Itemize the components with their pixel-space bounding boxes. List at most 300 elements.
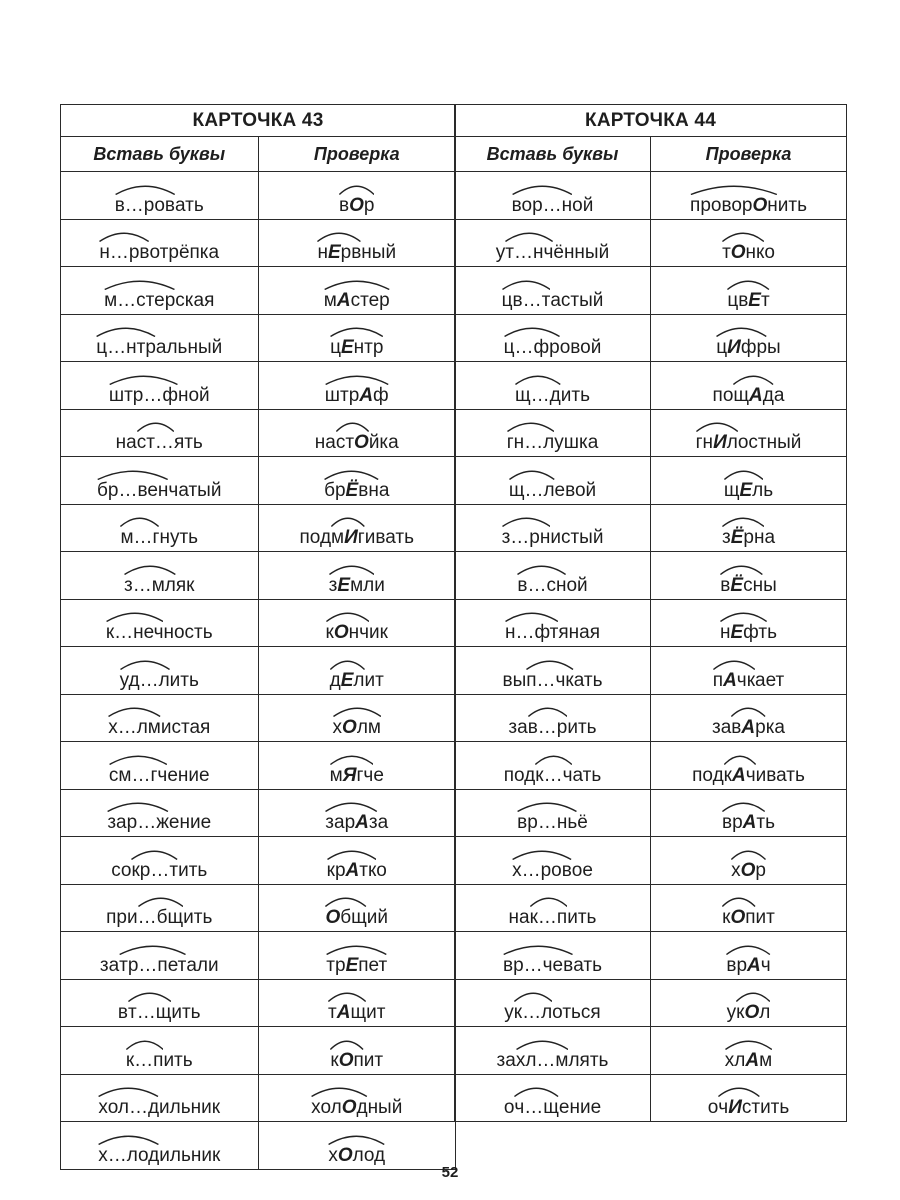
root-arc-mark	[514, 992, 552, 1002]
stressed-vowel: О	[744, 1002, 760, 1023]
check-root-start: т	[328, 1002, 337, 1023]
check-cell	[651, 742, 847, 790]
check-cell	[258, 837, 456, 885]
check-suffix: а	[764, 527, 776, 548]
task-word	[503, 956, 602, 975]
page-number: 52	[441, 1164, 459, 1181]
check-prefix: на	[314, 432, 336, 453]
check-root	[336, 433, 369, 452]
task-root	[119, 956, 186, 975]
table-row	[455, 599, 847, 647]
check-root-end: бщ	[340, 907, 367, 928]
check-root-start: щ	[723, 479, 740, 501]
table-row	[61, 409, 456, 457]
task-root	[509, 481, 555, 500]
check-root-end: фт	[743, 622, 768, 643]
task-root	[505, 243, 553, 262]
root-arc-mark	[727, 280, 769, 290]
stressed-vowel: О	[341, 1097, 357, 1118]
task-suffix: ить	[163, 1049, 193, 1071]
root-arc-mark	[733, 375, 773, 385]
task-suffix: евой	[554, 479, 597, 501]
task-root-text: щ…д	[515, 384, 561, 406]
root-arc-mark	[722, 897, 755, 907]
task-root	[528, 718, 568, 737]
task-word	[106, 908, 212, 927]
task-root-text: к…п	[529, 907, 568, 928]
check-root-end: п	[353, 1049, 364, 1071]
check-cell	[651, 504, 847, 552]
check-root	[331, 528, 365, 547]
stressed-vowel: А	[749, 384, 763, 406]
stressed-vowel: Е	[345, 954, 359, 976]
check-root-start: п	[712, 669, 724, 691]
check-cell	[651, 362, 847, 410]
task-root-text: в…р	[527, 717, 568, 738]
check-suffix: ит	[755, 907, 775, 928]
check-cell	[258, 599, 456, 647]
root-arc-mark	[339, 185, 374, 195]
task-prefix: на	[508, 907, 530, 928]
table-row	[61, 267, 456, 315]
root-arc-mark	[517, 565, 566, 575]
task-prefix: под	[503, 764, 536, 786]
check-cell	[258, 409, 456, 457]
table-row	[455, 1027, 847, 1075]
root-arc-mark	[512, 850, 572, 860]
task-word	[515, 386, 590, 405]
task-word	[504, 338, 602, 357]
check-suffix: ка	[765, 717, 785, 738]
check-suffix: ы	[767, 337, 781, 358]
check-suffix: ивать	[364, 527, 414, 548]
table-row	[455, 552, 847, 600]
card-43-rows	[61, 172, 456, 1170]
task-suffix: ская	[175, 289, 215, 311]
check-cell	[258, 789, 456, 837]
root-arc-mark	[516, 1040, 569, 1050]
task-suffix: овой	[559, 337, 602, 358]
check-root	[328, 1146, 385, 1165]
check-cell	[651, 267, 847, 315]
check-root-end: гч	[356, 764, 374, 786]
table-row	[61, 1027, 456, 1075]
check-cell	[651, 979, 847, 1027]
table-row	[61, 979, 456, 1027]
stressed-vowel: О	[752, 194, 768, 216]
check-cell	[651, 837, 847, 885]
task-root-text: ст…	[136, 432, 174, 453]
check-root	[724, 481, 763, 500]
root-arc-mark	[329, 565, 375, 575]
root-arc-mark	[716, 327, 767, 337]
insert-letters-cell	[455, 789, 651, 837]
insert-letters-cell	[61, 599, 259, 647]
root-arc-mark	[109, 755, 167, 765]
task-root-text: ц…нтр	[96, 337, 156, 358]
task-word	[109, 386, 210, 405]
check-word	[324, 291, 390, 310]
root-arc-mark	[330, 1040, 363, 1050]
task-root	[120, 528, 159, 547]
table-row	[455, 1074, 847, 1122]
check-word	[328, 1003, 385, 1022]
task-root	[137, 433, 174, 452]
task-root	[514, 1003, 552, 1022]
task-root	[514, 1098, 559, 1117]
check-root-end: лод	[352, 1144, 386, 1166]
check-root-end: ч	[745, 764, 756, 786]
table-row	[455, 694, 847, 742]
root-arc-mark	[328, 992, 366, 1002]
stressed-vowel: А	[741, 717, 756, 738]
stressed-vowel: Е	[340, 669, 354, 691]
root-arc-mark	[311, 1087, 367, 1097]
task-root	[517, 813, 577, 832]
check-root	[713, 671, 755, 690]
task-word	[124, 576, 194, 595]
stressed-vowel: Е	[730, 622, 744, 643]
root-arc-mark	[720, 565, 763, 575]
check-word	[696, 433, 802, 452]
check-suffix: ает	[755, 669, 785, 691]
check-root-end: р	[755, 859, 766, 881]
check-word	[731, 861, 766, 880]
insert-letters-header: Вставь буквы	[61, 137, 259, 172]
check-word	[339, 196, 374, 215]
task-suffix: ение	[167, 764, 210, 786]
task-root-text: гн…л	[506, 432, 555, 453]
table-row	[61, 219, 456, 267]
check-word	[722, 813, 775, 832]
root-arc-mark	[120, 660, 170, 670]
root-arc-mark	[517, 802, 577, 812]
stressed-vowel: О	[338, 1049, 354, 1071]
check-root	[317, 243, 361, 262]
task-root	[502, 528, 551, 547]
root-arc-mark	[724, 755, 756, 765]
check-suffix: ы	[763, 574, 777, 596]
check-root	[736, 1003, 770, 1022]
check-root	[720, 576, 763, 595]
task-suffix: ять	[173, 432, 203, 453]
task-word	[504, 1098, 601, 1117]
check-root	[727, 291, 769, 310]
task-root-text: штр…ф	[108, 384, 178, 406]
check-root-start: зар	[325, 812, 356, 833]
task-root-text: к…неч	[105, 622, 164, 643]
check-root-start: з	[328, 574, 338, 596]
check-cell	[651, 1027, 847, 1075]
task-suffix: ильник	[159, 1097, 221, 1118]
root-arc-mark	[514, 1087, 559, 1097]
root-arc-mark	[108, 707, 161, 717]
check-word	[330, 338, 383, 357]
task-root-text: бр…вен	[97, 479, 169, 501]
check-root	[330, 338, 383, 357]
card-44-table	[454, 104, 847, 1122]
root-arc-mark	[731, 707, 765, 717]
task-root	[107, 813, 169, 832]
check-root-start: кр	[326, 859, 346, 881]
insert-letters-cell	[61, 409, 259, 457]
check-root-start: щ	[733, 384, 750, 406]
insert-letters-cell	[61, 1122, 259, 1170]
insert-letters-cell	[455, 219, 651, 267]
check-cell	[258, 552, 456, 600]
task-word	[96, 338, 222, 357]
task-root-text: т…нч	[505, 242, 554, 263]
check-root	[326, 956, 387, 975]
check-header: Проверка	[651, 137, 847, 172]
check-root-end: н	[767, 194, 778, 216]
stressed-vowel: А	[742, 812, 757, 833]
task-root-text: т…щ	[128, 1002, 172, 1023]
task-prefix: на	[115, 432, 137, 453]
root-arc-mark	[115, 185, 175, 195]
stressed-vowel: И	[727, 337, 741, 358]
insert-letters-cell	[61, 457, 259, 505]
root-arc-mark	[325, 897, 366, 907]
check-root-end: сн	[743, 574, 764, 596]
check-root	[720, 623, 767, 642]
insert-letters-cell	[61, 219, 259, 267]
check-cell	[258, 172, 456, 220]
task-prefix: вы	[502, 669, 527, 691]
check-root-start: вр	[726, 954, 748, 976]
check-root-start: вр	[721, 812, 743, 833]
root-arc-mark	[725, 1040, 772, 1050]
stressed-vowel: Е	[739, 479, 753, 501]
task-suffix: астый	[550, 289, 604, 311]
check-root-start: в	[731, 717, 742, 738]
check-root-start: хл	[724, 1049, 746, 1071]
check-word	[722, 528, 775, 547]
check-word	[317, 243, 396, 262]
check-cell	[651, 314, 847, 362]
root-arc-mark	[726, 945, 770, 955]
check-suffix: ит	[364, 669, 384, 691]
check-root	[325, 386, 389, 405]
stressed-vowel: А	[359, 384, 374, 406]
insert-letters-cell	[455, 552, 651, 600]
check-root-end: т	[756, 812, 766, 833]
check-suffix: ь	[763, 479, 774, 501]
check-suffix: а	[378, 479, 390, 501]
task-word	[98, 1146, 220, 1165]
check-root-start: гн	[695, 432, 714, 453]
task-suffix: ить	[171, 1002, 201, 1023]
task-root	[530, 908, 568, 927]
root-arc-mark	[722, 802, 765, 812]
task-word	[504, 1003, 600, 1022]
root-arc-mark	[99, 232, 149, 242]
check-root-start: н	[317, 242, 328, 263]
check-root	[325, 813, 377, 832]
task-root-text: зар…ж	[107, 812, 169, 833]
task-root	[128, 1003, 171, 1022]
check-root-end: щ	[350, 1002, 367, 1023]
check-cell	[651, 647, 847, 695]
root-arc-mark	[507, 422, 555, 432]
check-word	[722, 243, 775, 262]
task-suffix: ить	[567, 717, 597, 738]
check-word	[726, 956, 770, 975]
check-suffix: а	[773, 384, 785, 406]
root-arc-mark	[131, 850, 178, 860]
root-arc-mark	[502, 280, 551, 290]
table-row	[455, 789, 847, 837]
check-cell	[651, 789, 847, 837]
root-arc-mark	[124, 565, 176, 575]
task-root	[108, 718, 161, 737]
check-root-end: нтр	[353, 337, 384, 358]
root-arc-mark	[128, 992, 171, 1002]
check-root-start: х	[731, 859, 741, 881]
root-arc-mark	[138, 897, 184, 907]
check-root-end: д	[356, 1097, 368, 1118]
check-root	[327, 861, 377, 880]
task-suffix: ушка	[554, 432, 599, 453]
check-root-start: х	[328, 1144, 338, 1166]
task-word	[108, 718, 210, 737]
root-arc-mark	[713, 660, 755, 670]
root-arc-mark	[509, 470, 555, 480]
check-root-start: м	[323, 289, 337, 311]
check-root-start: ч	[718, 1097, 729, 1118]
root-arc-mark	[330, 755, 374, 765]
task-suffix: ность	[163, 622, 213, 643]
check-root-end: р	[755, 717, 766, 738]
task-root	[109, 386, 178, 405]
check-cell	[258, 362, 456, 410]
task-suffix: али	[186, 954, 219, 976]
table-row	[61, 552, 456, 600]
task-root	[512, 861, 572, 880]
check-word	[326, 956, 387, 975]
check-root	[690, 196, 778, 215]
table-row	[455, 314, 847, 362]
root-arc-mark	[317, 232, 361, 242]
task-suffix: ение	[558, 1097, 602, 1118]
insert-letters-cell	[455, 599, 651, 647]
task-suffix: ать	[175, 194, 204, 216]
task-root-text: кр…т	[131, 859, 179, 881]
insert-letters-cell	[455, 267, 651, 315]
root-arc-mark	[98, 1087, 159, 1097]
check-root-start: м	[329, 764, 343, 786]
task-root-text: тр…пет	[119, 954, 187, 976]
check-root	[325, 908, 366, 927]
task-suffix: нуть	[159, 527, 199, 548]
task-prefix: в	[117, 1002, 129, 1023]
check-word	[727, 291, 769, 310]
insert-letters-cell	[455, 504, 651, 552]
task-root-text: н…рв	[99, 242, 150, 263]
task-suffix: оться	[552, 1002, 601, 1023]
check-word	[326, 623, 388, 642]
check-root	[731, 861, 766, 880]
task-word	[508, 718, 596, 737]
task-root-text: цв…т	[501, 289, 551, 311]
task-suffix: ой	[566, 574, 588, 596]
insert-letters-cell	[61, 789, 259, 837]
check-root-start: з	[721, 527, 731, 548]
task-root-text: вор…н	[511, 194, 573, 216]
check-root-end: л	[726, 432, 738, 453]
check-root-end: р	[363, 194, 375, 216]
stressed-vowel: А	[731, 764, 746, 786]
table-row	[455, 742, 847, 790]
task-suffix: як	[175, 574, 195, 596]
root-arc-mark	[107, 802, 169, 812]
task-root	[512, 196, 573, 215]
stressed-vowel: И	[344, 527, 358, 548]
check-cell	[258, 1027, 456, 1075]
check-root	[330, 671, 365, 690]
root-arc-mark	[109, 375, 178, 385]
check-prefix: у	[726, 1002, 737, 1023]
check-root-start: н	[719, 622, 731, 643]
check-root-end: ст	[741, 1097, 761, 1118]
task-suffix: яная	[558, 622, 601, 643]
check-suffix: йка	[368, 432, 399, 453]
check-root-end: нк	[745, 242, 765, 263]
task-prefix: у	[495, 242, 506, 263]
insert-letters-cell	[455, 172, 651, 220]
check-root-start: к	[330, 1049, 339, 1071]
table-row	[455, 932, 847, 980]
insert-letters-cell	[61, 1074, 259, 1122]
root-arc-mark	[137, 422, 174, 432]
insert-letters-cell	[455, 314, 651, 362]
card-43-table	[60, 104, 456, 1170]
check-root-start: цв	[727, 289, 749, 311]
table-row	[61, 599, 456, 647]
task-word	[509, 481, 596, 500]
task-root-text: к…ч	[535, 764, 573, 786]
root-arc-mark	[328, 1135, 385, 1145]
task-word	[505, 623, 600, 642]
root-arc-mark	[97, 470, 168, 480]
task-word	[507, 433, 599, 452]
insert-letters-cell	[61, 932, 259, 980]
check-cell	[651, 599, 847, 647]
stressed-vowel: А	[345, 859, 360, 881]
insert-letters-cell	[61, 362, 259, 410]
check-root-start: ц	[330, 337, 341, 358]
task-root-text: в…сн	[517, 574, 567, 596]
check-root	[311, 1098, 367, 1117]
check-root	[726, 956, 770, 975]
insert-letters-cell	[455, 409, 651, 457]
task-prefix: о	[503, 1097, 515, 1118]
task-root	[503, 956, 573, 975]
task-suffix: ить	[169, 669, 199, 691]
table-row	[455, 219, 847, 267]
check-root	[696, 433, 738, 452]
check-prefix: о	[707, 1097, 719, 1118]
check-suffix: ит	[366, 1002, 386, 1023]
task-root-text: х…лм	[108, 717, 161, 738]
check-root-start: м	[331, 527, 345, 548]
check-prefix: за	[712, 717, 732, 738]
check-word	[329, 576, 385, 595]
check-root-end: м	[759, 1049, 773, 1071]
table-row	[455, 884, 847, 932]
insert-letters-cell	[61, 552, 259, 600]
insert-letters-cell	[61, 884, 259, 932]
